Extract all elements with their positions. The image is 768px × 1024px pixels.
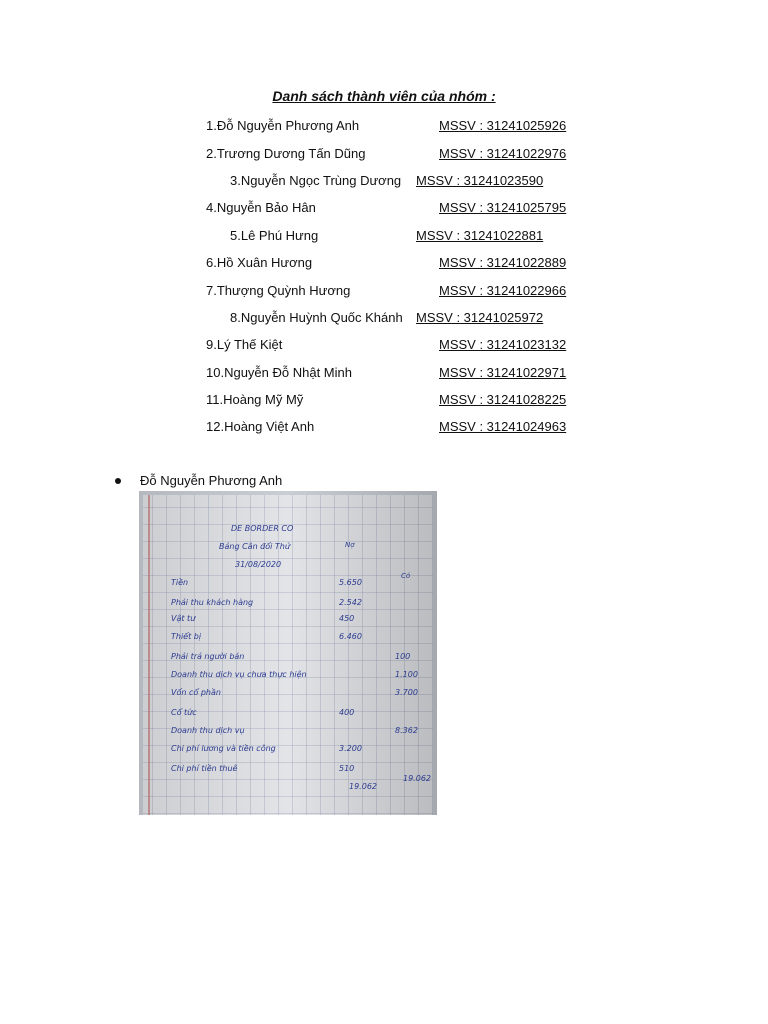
member-name: 9.Lý Thế Kiệt [206,337,283,352]
notebook-photo-image [139,491,437,815]
member-mssv: MSSV : 31241024963 [439,419,567,434]
notebook-row-label: Cổ tức [171,708,197,717]
notebook-row-label: Vốn cổ phần [171,688,221,697]
member-mssv: MSSV : 31241022976 [439,146,567,161]
notebook-row-no: 450 [339,614,355,623]
member-mssv: MSSV : 31241022889 [439,255,567,270]
notebook-row-no: 510 [339,764,355,773]
notebook-row-label: Thiết bị [171,632,202,641]
notebook-row-co: 3.700 [395,688,418,697]
notebook-total-co: 19.062 [403,774,431,783]
notebook-header-company: DE BORDER CO [231,524,294,533]
member-mssv: MSSV : 31241023132 [439,337,567,352]
notebook-row-label: Chi phí lương và tiền công [171,744,276,753]
member-name: 10.Nguyễn Đỗ Nhật Minh [206,365,352,380]
notebook-row-label: Phải thu khách hàng [171,598,254,607]
member-name: 2.Trương Dương Tấn Dũng [206,146,366,161]
member-mssv: MSSV : 31241025972 [416,310,544,325]
notebook-row-co: 1.100 [395,670,418,679]
member-name: 11.Hoàng Mỹ Mỹ [206,392,304,407]
document-title: Danh sách thành viên của nhóm : [272,88,496,104]
member-mssv: MSSV : 31241028225 [439,392,567,407]
notebook-row-label: Doanh thu dịch vụ chưa thực hiện [171,670,307,679]
member-mssv: MSSV : 31241025795 [439,200,567,215]
member-name: 12.Hoàng Việt Anh [206,419,315,434]
member-mssv: MSSV : 31241022881 [416,228,544,243]
notebook-row-label: Doanh thu dịch vụ [171,726,245,735]
member-name: 5.Lê Phú Hưng [230,228,319,243]
notebook-row-no: 400 [339,708,355,717]
notebook-row-label: Chi phí tiền thuê [171,764,238,773]
notebook-row-label: Phải trả người bán [171,652,245,661]
notebook-row-label: Tiền [171,578,189,587]
notebook-header-title: Bảng Cân đối Thử [219,542,290,551]
notebook-row-label: Vật tư [171,614,196,623]
notebook-row-no: 5.650 [339,578,362,587]
member-name: 1.Đỗ Nguyễn Phương Anh [206,118,360,133]
member-mssv: MSSV : 31241022971 [439,365,567,380]
member-mssv: MSSV : 31241022966 [439,283,567,298]
member-mssv: MSSV : 31241025926 [439,118,567,133]
member-name: 8.Nguyễn Huỳnh Quốc Khánh [230,310,403,325]
notebook-row-co: 100 [395,652,411,661]
notebook-col-co: Có [401,572,411,580]
notebook-row-no: 3.200 [339,744,362,753]
member-name: 7.Thượng Quỳnh Hương [206,283,351,298]
notebook-row-no: 2.542 [339,598,362,607]
notebook-photo [139,491,437,815]
bullet-icon [115,478,121,484]
notebook-total-no: 19.062 [349,782,377,791]
member-name: 3.Nguyễn Ngọc Trùng Dương [230,173,402,188]
bullet-item-text: Đỗ Nguyễn Phương Anh [140,473,283,488]
notebook-row-co: 8.362 [395,726,418,735]
member-mssv: MSSV : 31241023590 [416,173,544,188]
notebook-header-date: 31/08/2020 [235,560,282,569]
notebook-col-no: Nợ [345,541,355,549]
member-name: 4.Nguyễn Bảo Hân [206,200,316,215]
member-name: 6.Hồ Xuân Hương [206,255,313,270]
notebook-row-no: 6.460 [339,632,362,641]
